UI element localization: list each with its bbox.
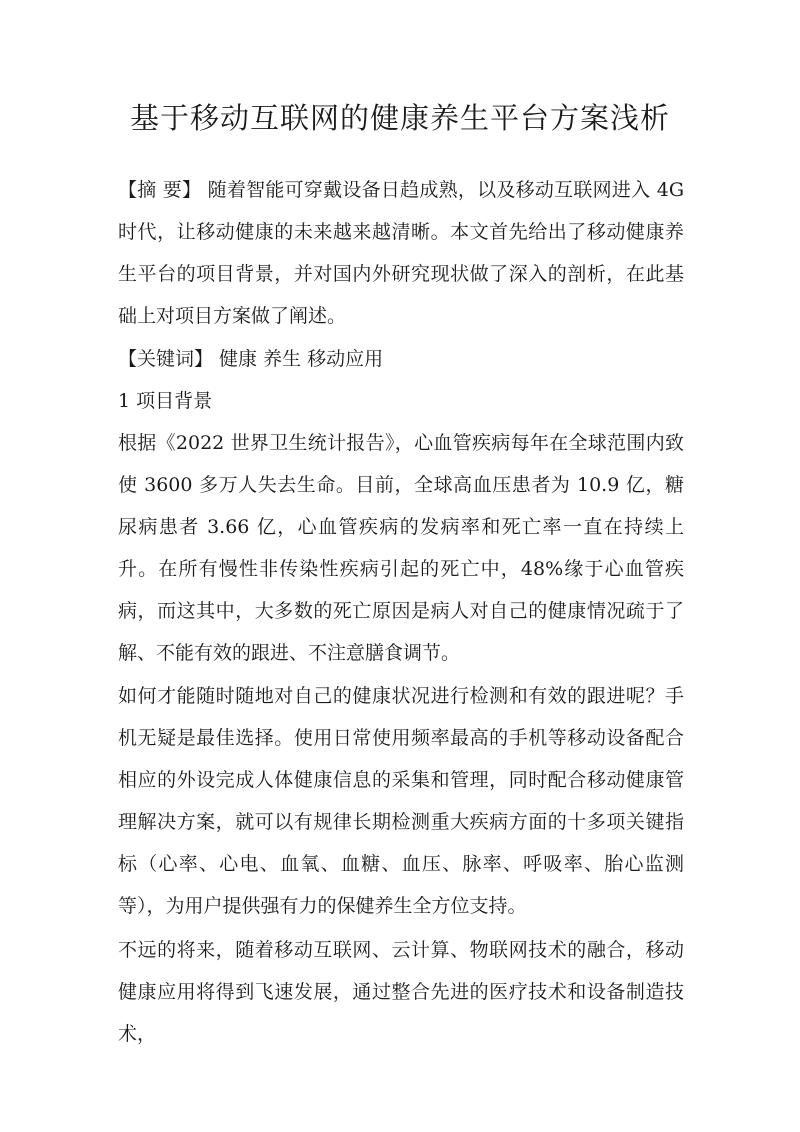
body-paragraph-2: 如何才能随时随地对自己的健康状况进行检测和有效的跟进呢？手机无疑是最佳选择。使用日常使用频率最高的手机等移动设备配合相应的外设完成人体健康信息的采集和管理，同时配合移动健康管理解决方案，就可以有规律长期检测重大疾病方面的十多项关键指标（心率、心电、血氧、血糖、血压、脉率、呼吸率、胎心监测等），为用户提供强有力的保健养生全方位支持。 (118, 685, 684, 917)
body-paragraph-1: 根据《2022 世界卫生统计报告》，心血管疾病每年在全球范围内致使 3600 多万人失去生命。目前，全球高血压患者为 10.9 亿，糖尿病患者 3.66 亿，心血管疾病的发病率和死亡率一直在持续上升。在所有慢性非传染性疾病引起的死亡中，48%缘于心血管疾病，而这其中，大多数的死亡原因是病人对自己的健康情况疏于了解、不能有效的跟进、不注意膳食调节。 (118, 432, 684, 664)
body-paragraph-3: 不远的将来，随着移动互联网、云计算、物联网技术的融合，移动健康应用将得到飞速发展，通过整合先进的医疗技术和设备制造技术， (118, 939, 684, 1045)
keywords-line: 【关键词】 健康 养生 移动应用 (118, 348, 384, 370)
abstract-paragraph: 【摘 要】 随着智能可穿戴设备日趋成熟，以及移动互联网进入 4G 时代，让移动健康的未来越来越清晰。本文首先给出了移动健康养生平台的项目背景，并对国内外研究现状做了深入的剖析，在此基础上对项目方案做了阐述。 (118, 179, 691, 327)
document-title: 基于移动互联网的健康养生平台方案浅析 (129, 101, 670, 135)
section-heading: 1 项目背景 (118, 390, 213, 412)
document-body (118, 169, 691, 1055)
